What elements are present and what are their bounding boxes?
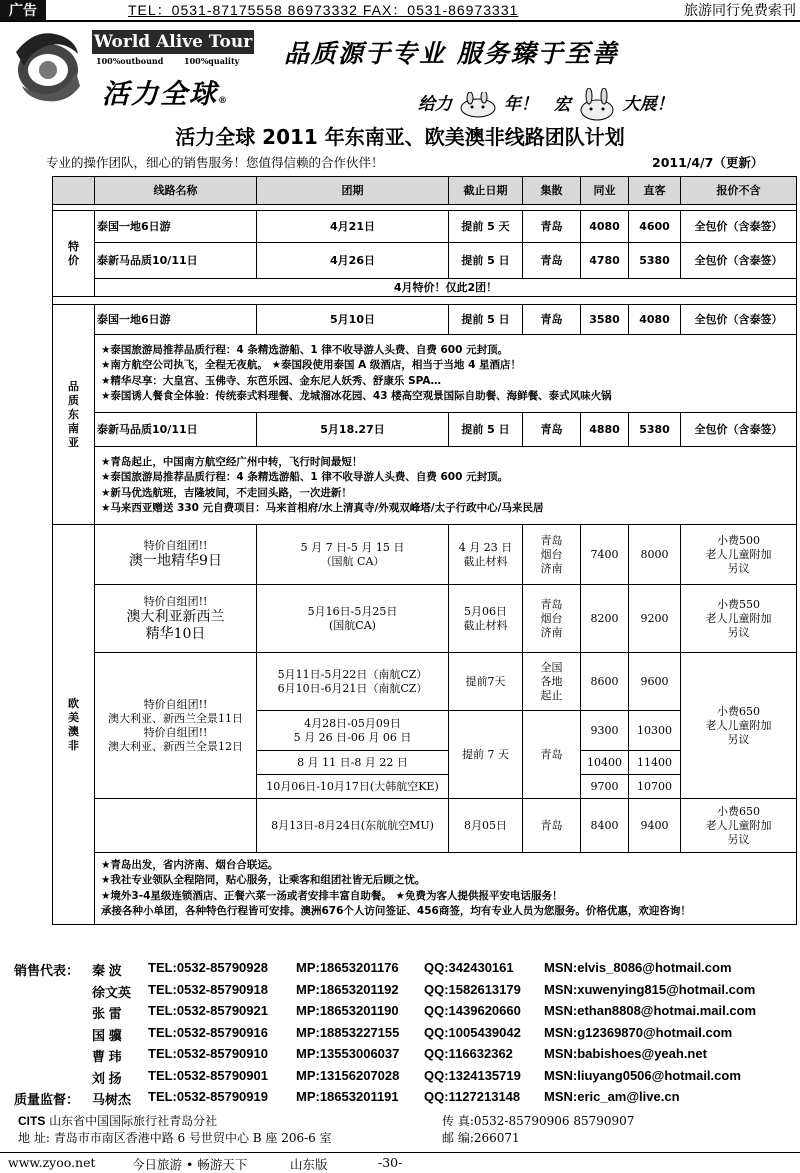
notes-row: ★泰国旅游局推荐品质行程：4 条精选游船、1 律不收导游人头费、自费 600 元封顶。 ★南方航空公司执飞，全程无夜航。 ★泰国段使用泰国 A 级酒店，相当于当地 4 星酒店！ ★精华尽享：大皇宫、玉佛寺、东芭乐园、金东尼人妖秀、舒康乐 SPA… ★泰国诱人餐食全体验：传统泰式料理餐、龙城溜冰花园、43 楼高空观景国际自助餐、海鲜餐、泰式风味火锅	[53, 335, 797, 413]
table-row: 特价自组团!! 澳大利亚、新西兰全景11日 特价自组团!! 澳大利亚、新西兰全景12日 5月11日-5月22日（南航CZ） 6月10日-6月21日（南航CZ） 提前7天 全国 各地 起止 8600 9600 小费650 老人儿童附加 另议	[53, 653, 797, 711]
section-label-pinzhi: 品质东南亚	[53, 305, 95, 525]
col-header: 团期	[257, 177, 449, 205]
table-header-row	[53, 177, 797, 205]
route-table	[52, 176, 797, 925]
brand-english: World Alive Tour	[93, 32, 253, 52]
table-row: 泰新马品质10/11日 5月18.27日 提前 5 日 青岛 4880 5380 全包价（含泰签）	[53, 413, 797, 447]
sales-row: 徐文英 TEL:0532-85790918 MP:18653201192 QQ:1582613179 MSN:xuwenying815@hotmail.com	[92, 981, 756, 1000]
sales-row: 刘 扬 TEL:0532-85790901 MP:13156207028 QQ:1324135719 MSN:liuyang0506@hotmail.com	[92, 1067, 741, 1086]
table-row: 8 月 11 日-8 月 22 日 10400 11400	[53, 751, 797, 775]
quality-label: 100%quality	[184, 56, 240, 66]
col-header: 报价不含	[681, 177, 797, 205]
sales-row: 曹 玮 TEL:0532-85790910 MP:13553006037 QQ:116632362 MSN:babishoes@yeah.net	[92, 1046, 707, 1064]
section-label-tejia: 特价	[53, 211, 95, 297]
table-row: 泰新马品质10/11日 4月26日 提前 5 日 青岛 4780 5380 全包价（含泰签）	[53, 243, 797, 279]
ad-tag: 广告	[0, 0, 46, 21]
notes-row: ★青岛起止，中国南方航空经广州中转，飞行时间最短！ ★泰国旅游局推荐品质行程：4 条精选游船、1 律不收导游人头费、自费 600 元封顶。 ★新马优选航班，吉隆坡间，不走回头路，一次进新！ ★马来西亚赠送 330 元自费项目：马来首相府/水上清真寺/外观双峰塔/太子行政中心/马来民居	[53, 447, 797, 525]
page-title: 活力全球 2011 年东南亚、欧美澳非线路团队计划	[175, 125, 625, 149]
company-logo	[6, 26, 254, 108]
slogan: 品质源于专业 服务臻于至善	[284, 39, 619, 68]
company-info: CITS 山东省中国国际旅行社青岛分社 传 真:0532-85790906 85790907 地 址: 青岛市市南区香港中路 6 号世贸中心 B 座 206-6 室 邮 编:266071	[18, 1114, 635, 1145]
page-footer: www.zyoo.net 今日旅游 • 畅游天下 山东版 -30-	[0, 1152, 800, 1172]
sales-row: 国 骥 TEL:0532-85790916 MP:18853227155 QQ:1005439042 MSN:g12369870@hotmail.com	[92, 1024, 733, 1043]
swirl-logo-icon	[6, 26, 92, 106]
table-row: 特价 泰国一地6日游 4月21日 提前 5 天 青岛 4080 4600 全包价（含泰签）	[53, 211, 797, 243]
sales-row: 质量监督： 马树杰 TEL:0532-85790919 MP:18653201191 QQ:1127213148 MSN:eric_am@live.cn	[14, 1089, 680, 1107]
table-row: 4月28日-05月09日 5 月 26 日-06 月 06 日 提前 7 天 青岛 9300 10300	[53, 711, 797, 751]
notes-row: ★青岛出发，省内济南、烟台合联运。 ★我社专业领队全程陪同，贴心服务，让乘客和组团社皆无后顾之忧。 ★境外3-4星级连锁酒店、正餐六菜一汤或者安排丰富自助餐。 ★免费为客人提供报平安电话服务！ 承接各种小单团，各种特色行程皆可安排。澳洲676个人访问签证、456商签，均有专业人员为您服务。价格优惠，欢迎咨询！	[53, 853, 797, 925]
col-header: 线路名称	[95, 177, 257, 205]
greeting-line: 给力 年！ 宏 大展！	[418, 88, 674, 122]
special-notice-row: 4月特价！仅此2团！	[53, 279, 797, 297]
contact-line: TEL：0531-87175558 86973332 FAX：0531-86973331	[128, 2, 519, 18]
rabbit-icon	[458, 92, 498, 118]
table-row: 10月06日-10月17日(大韩航空KE) 9700 10700	[53, 775, 797, 799]
top-bar	[0, 0, 800, 22]
col-header: 截止日期	[449, 177, 523, 205]
subtitle: 专业的操作团队，细心的销售服务！您值得信赖的合作伙伴！	[46, 155, 384, 170]
sales-contacts	[14, 958, 794, 1109]
table-row: 品质东南亚 泰国一地6日游 5月10日 提前 5 日 青岛 3580 4080 全包价（含泰签）	[53, 305, 797, 335]
page-number: -30-	[378, 1155, 403, 1170]
col-header: 直客	[629, 177, 681, 205]
sales-row: 销售代表： 秦 波 TEL:0532-85790928 MP:18653201176 QQ:342430161 MSN:elvis_8086@hotmail.com	[14, 960, 732, 978]
table-row: 特价自组团!! 澳大利亚新西兰 精华10日 5月16日-5月25日 (国航CA) 5月06日 截止材料 青岛 烟台 济南 8200 9200 小费550 老人儿童附加 另议	[53, 585, 797, 653]
update-date: 2011/4/7（更新）	[652, 155, 764, 170]
col-header: 集散	[523, 177, 581, 205]
free-index-label: 旅游同行免费索刊	[684, 2, 796, 18]
brand-chinese: 活力全球®	[102, 79, 229, 110]
site-link[interactable]: www.zyoo.net	[8, 1155, 96, 1170]
sales-row: 张 雷 TEL:0532-85790921 MP:18653201190 QQ:1439620660 MSN:ethan8808@hotmai.mail.com	[92, 1003, 757, 1021]
table-row: 8月13日-8月24日(东航航空MU) 8月05日 青岛 8400 9400 小费650 老人儿童附加 另议	[53, 799, 797, 853]
outbound-label: 100%outbound	[96, 56, 164, 66]
section-label-oumei: 欧美澳非	[53, 525, 95, 925]
col-header: 同业	[581, 177, 629, 205]
rabbit-icon	[577, 88, 617, 122]
table-row: 欧美澳非 特价自组团!! 澳一地精华9日 5 月 7 日-5 月 15 日 （国航 CA） 4 月 23 日 截止材料 青岛 烟台 济南 7400 8000 小费500 老人儿童附加 另议	[53, 525, 797, 585]
